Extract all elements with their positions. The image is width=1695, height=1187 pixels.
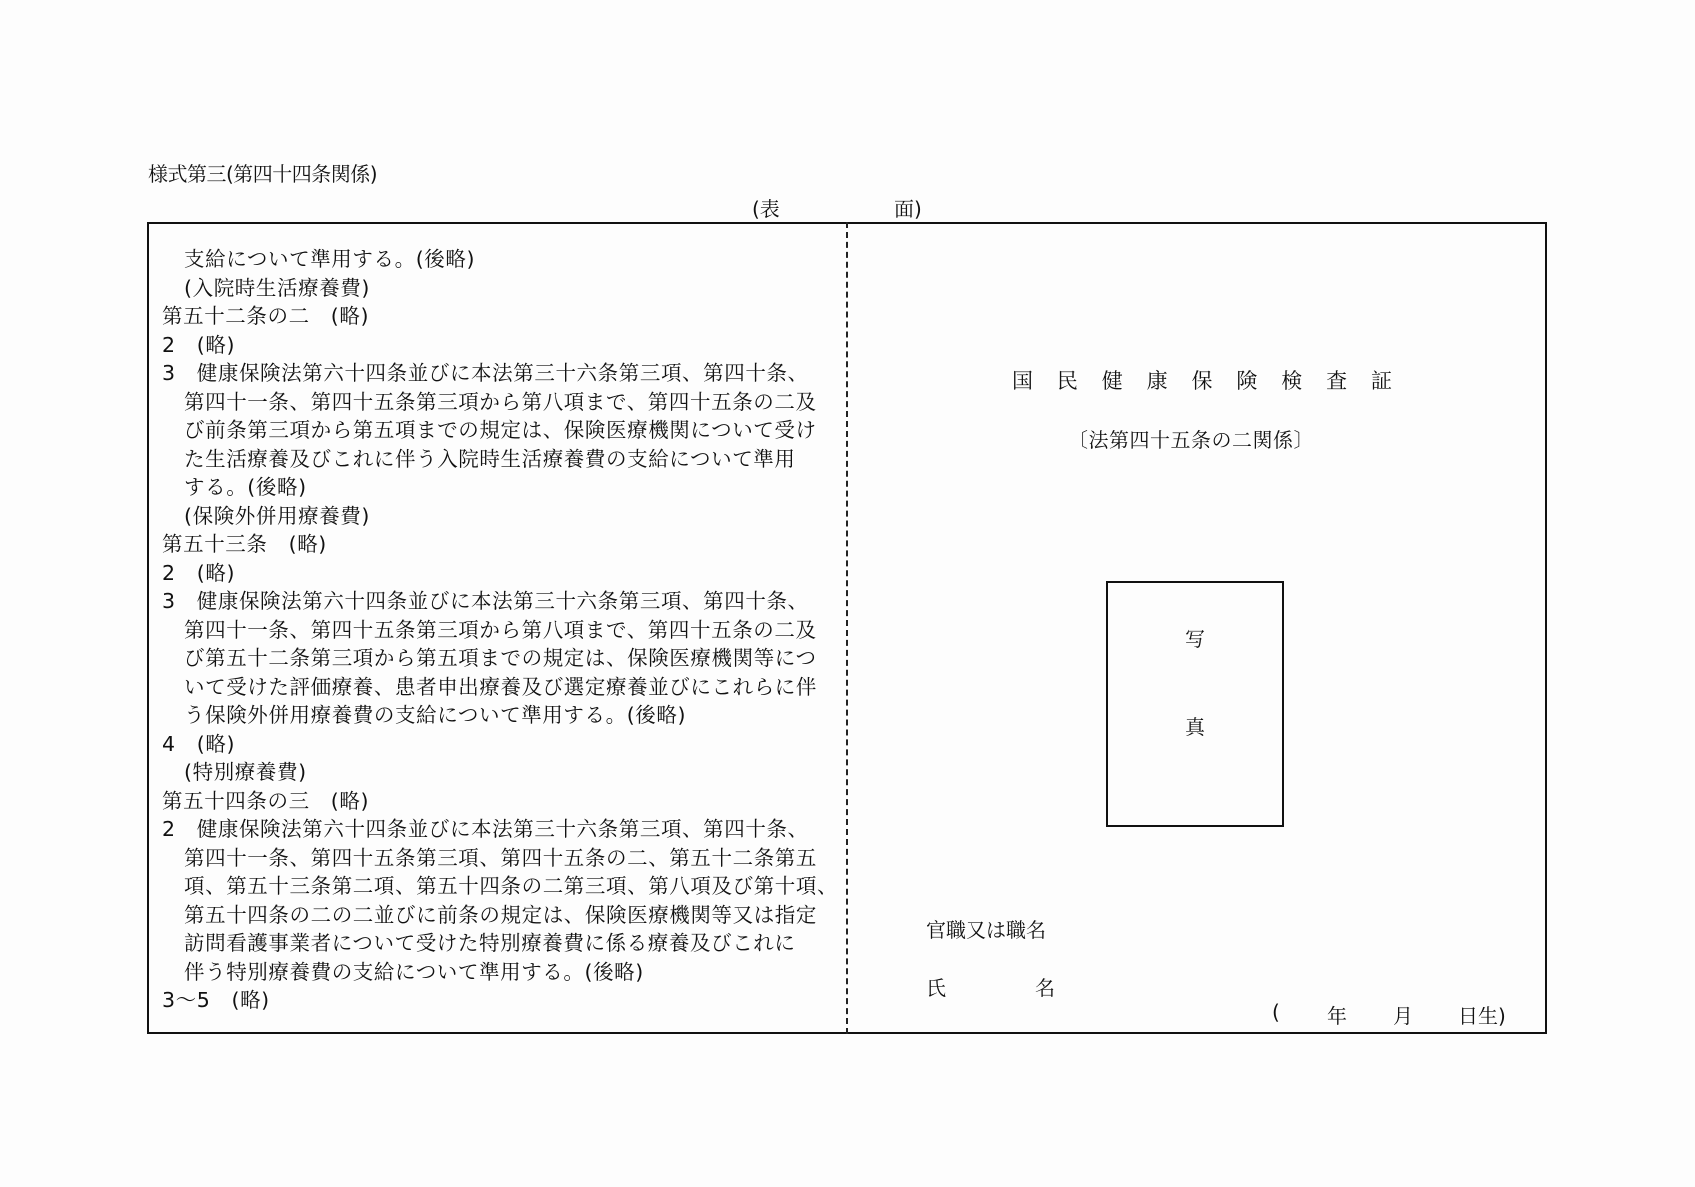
birth-month-label: 月 (1393, 1004, 1413, 1028)
law-text-panel (162, 245, 840, 1015)
law-text-line: び第五十二条第三項から第五項までの規定は、保険医療機関等につ (184, 646, 817, 670)
photo-box (1106, 581, 1284, 827)
law-text-line: 3 健康保険法第六十四条並びに本法第三十六条第三項、第四十条、 (162, 361, 809, 385)
law-text-line: 4 (略) (162, 731, 236, 756)
card-title-char: 民 (1056, 369, 1078, 393)
law-text-line: (入院時生活療養費) (184, 275, 370, 300)
card-title-char: 保 (1191, 369, 1213, 393)
card-title-char: 康 (1146, 369, 1168, 393)
birth-day-label: 日生) (1458, 1004, 1506, 1028)
photo-char-1: 写 (1185, 627, 1205, 651)
birth-open-paren: ( (1272, 1000, 1280, 1024)
card-title-char: 険 (1236, 369, 1258, 393)
law-text-line: いて受けた評価療養、患者申出療養及び選定療養並びにこれらに伴 (184, 674, 817, 699)
official-title-label: 官職又は職名 (926, 918, 1046, 942)
name-label-first: 氏 (926, 976, 946, 1000)
law-text-line: 第五十三条 (略) (162, 532, 327, 556)
law-text-line: 第五十四条の二の二並びに前条の規定は、保険医療機関等又は指定 (184, 902, 817, 927)
law-text-line: する。(後略) (184, 475, 307, 499)
law-text-line: 項、第五十三条第二項、第五十四条の二第三項、第八項及び第十項、 (184, 874, 839, 898)
law-text-line: 第四十一条、第四十五条第三項から第八項まで、第四十五条の二及 (184, 389, 817, 414)
law-text-line: た生活療養及びこれに伴う入院時生活療養費の支給について準用 (184, 446, 796, 471)
law-text-line: (特別療養費) (184, 760, 307, 784)
card-title-char: 査 (1326, 369, 1348, 393)
law-text-line: 2 (略) (162, 332, 236, 357)
law-text-line: 2 (略) (162, 560, 236, 585)
fold-divider (846, 222, 848, 1034)
law-text-line: 伴う特別療養費の支給について準用する。(後略) (184, 959, 644, 984)
card-title-char: 証 (1371, 369, 1392, 393)
law-text-line: 第五十二条の二 (略) (162, 304, 370, 328)
side-label-open: (表 (752, 197, 780, 221)
law-text-line: 3 健康保険法第六十四条並びに本法第三十六条第三項、第四十条、 (162, 589, 809, 613)
card-title-char: 検 (1281, 369, 1303, 393)
card-title-char: 国 (1012, 369, 1033, 393)
law-text-line: う保険外併用療養費の支給について準用する。(後略) (184, 703, 687, 727)
law-text-line: 第四十一条、第四十五条第三項、第四十五条の二、第五十二条第五 (184, 845, 817, 870)
name-label-second: 名 (1035, 976, 1055, 1000)
law-text-line: 支給について準用する。(後略) (184, 247, 476, 271)
photo-char-2: 真 (1185, 715, 1205, 739)
law-text-line: 訪問看護事業者について受けた特別療養費に係る療養及びこれに (184, 931, 796, 955)
law-text-line: 3〜5 (略) (162, 988, 270, 1012)
card-title-char: 健 (1101, 369, 1123, 393)
law-text-line: 第五十四条の三 (略) (162, 788, 370, 813)
birth-year-label: 年 (1327, 1004, 1347, 1028)
law-text-line: (保険外併用療養費) (184, 503, 370, 528)
law-text-line: び前条第三項から第五項までの規定は、保険医療機関について受け (184, 418, 817, 442)
side-label-close: 面) (894, 197, 922, 221)
form-number-label: 様式第三(第四十四条関係) (148, 162, 378, 186)
card-subtitle: 〔法第四十五条の二関係〕 (1068, 428, 1314, 452)
card-title (1012, 365, 1392, 395)
law-text-line: 2 健康保険法第六十四条並びに本法第三十六条第三項、第四十条、 (162, 817, 809, 841)
law-text-line: 第四十一条、第四十五条第三項から第八項まで、第四十五条の二及 (184, 617, 817, 642)
